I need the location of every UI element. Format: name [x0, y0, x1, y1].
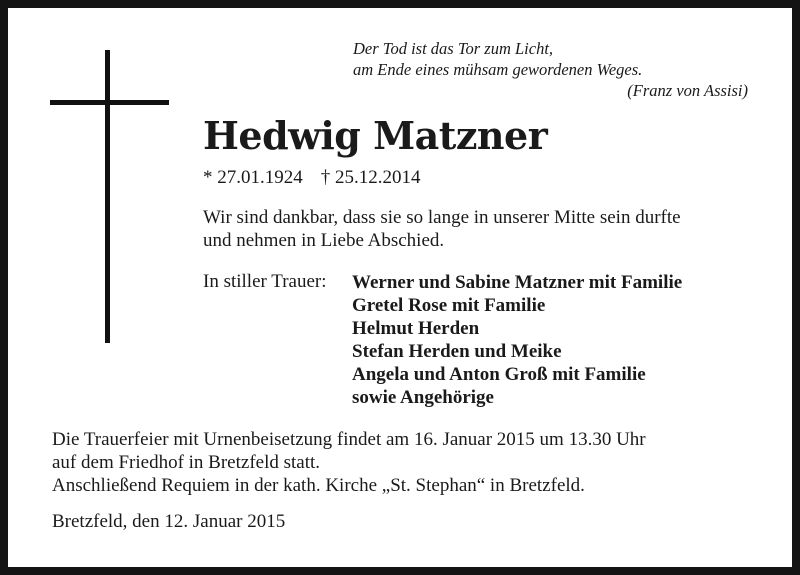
cross-horizontal-bar [50, 100, 169, 105]
mourners-list [352, 271, 682, 409]
mourner-name: Werner und Sabine Matzner mit Familie [352, 272, 683, 293]
mourner-name: Helmut Herden [352, 318, 480, 339]
mourner-name: Stefan Herden und Meike [352, 341, 562, 362]
place-and-date: Bretzfeld, den 12. Januar 2015 [52, 511, 286, 532]
farewell-message [203, 206, 681, 252]
quote-line: Der Tod ist das Tor zum Licht, [353, 39, 554, 58]
quote-line: am Ende eines mühsam gewordenen Weges. [353, 60, 643, 79]
cross-vertical-bar [105, 50, 110, 343]
mourner-name: sowie Angehörige [352, 387, 494, 408]
mourner-name: Gretel Rose mit Familie [352, 295, 546, 316]
service-line: Die Trauerfeier mit Urnenbeisetzung findet am 16. Januar 2015 um 13.30 Uhr [52, 429, 646, 450]
birth-date: * 27.01.1924 [203, 167, 303, 188]
message-line: Wir sind dankbar, dass sie so lange in unserer Mitte sein durfte [203, 207, 681, 228]
mourner-name: Angela und Anton Groß mit Familie [352, 364, 646, 385]
quote-author: (Franz von Assisi) [627, 81, 748, 100]
death-date: † 25.12.2014 [320, 167, 421, 188]
mourning-label: In stiller Trauer: [203, 271, 327, 292]
deceased-name: Hedwig Matzner [203, 113, 548, 158]
service-line: auf dem Friedhof in Bretzfeld statt. [52, 452, 321, 473]
message-line: und nehmen in Liebe Abschied. [203, 230, 445, 251]
service-info [52, 428, 646, 497]
quote-block [353, 38, 748, 101]
service-line: Anschließend Requiem in der kath. Kirche „St. Stephan“ in Bretzfeld. [52, 475, 585, 496]
life-dates [203, 167, 421, 189]
